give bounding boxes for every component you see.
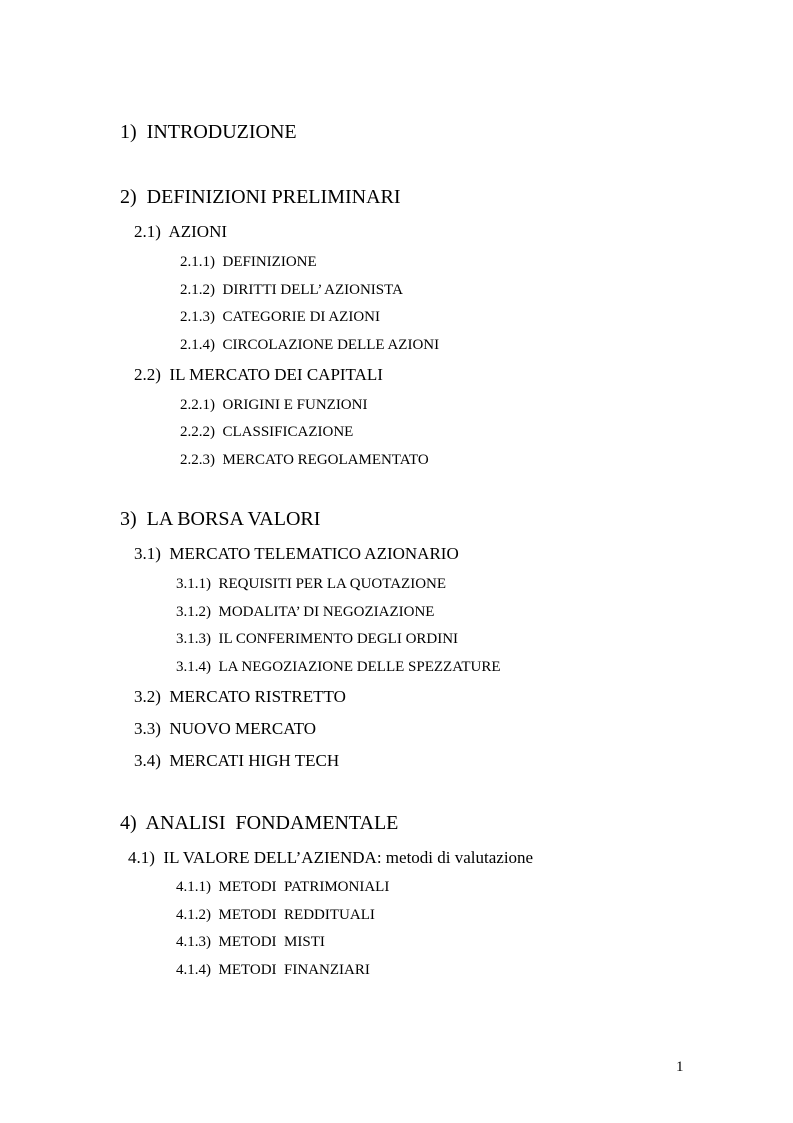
toc-section-2: 2) DEFINIZIONI PRELIMINARI: [120, 186, 401, 208]
toc-section-3-1-4: 3.1.4) LA NEGOZIAZIONE DELLE SPEZZATURE: [176, 659, 501, 675]
toc-section-3-1-3: 3.1.3) IL CONFERIMENTO DEGLI ORDINI: [176, 631, 459, 647]
toc-section-4-1-3: 4.1.3) METODI MISTI: [176, 934, 325, 950]
toc-section-4-1-4: 4.1.4) METODI FINANZIARI: [176, 962, 370, 978]
toc-section-2-2-1: 2.2.1) ORIGINI E FUNZIONI: [180, 397, 368, 413]
toc-section-4-1: 4.1) IL VALORE DELL’AZIENDA: metodi di valutazione: [128, 848, 534, 867]
toc-section-3-2: 3.2) MERCATO RISTRETTO: [134, 687, 346, 706]
toc-section-3-1-1: 3.1.1) REQUISITI PER LA QUOTAZIONE: [176, 576, 447, 592]
toc-section-2-1-4: 2.1.4) CIRCOLAZIONE DELLE AZIONI: [180, 337, 440, 353]
toc-section-2-2: 2.2) IL MERCATO DEI CAPITALI: [134, 365, 383, 384]
toc-section-2-2-2: 2.2.2) CLASSIFICAZIONE: [180, 424, 354, 440]
toc-section-2-1-2: 2.1.2) DIRITTI DELL’ AZIONISTA: [180, 282, 403, 298]
page-number: 1: [676, 1059, 684, 1075]
toc-section-4-1-1: 4.1.1) METODI PATRIMONIALI: [176, 879, 390, 895]
toc-section-3-3: 3.3) NUOVO MERCATO: [134, 719, 316, 738]
toc-section-3: 3) LA BORSA VALORI: [120, 508, 321, 530]
toc-section-2-1-3: 2.1.3) CATEGORIE DI AZIONI: [180, 309, 380, 325]
toc-section-4: 4) ANALISI FONDAMENTALE: [120, 812, 399, 834]
toc-section-2-1-1: 2.1.1) DEFINIZIONE: [180, 254, 317, 270]
toc-section-3-4: 3.4) MERCATI HIGH TECH: [134, 751, 340, 770]
toc-section-2-1: 2.1) AZIONI: [134, 222, 228, 241]
toc-section-3-1-2: 3.1.2) MODALITA’ DI NEGOZIAZIONE: [176, 604, 435, 620]
toc-section-1: 1) INTRODUZIONE: [120, 121, 297, 143]
toc-section-3-1: 3.1) MERCATO TELEMATICO AZIONARIO: [134, 544, 459, 563]
toc-section-4-1-2: 4.1.2) METODI REDDITUALI: [176, 907, 375, 923]
toc-section-2-2-3: 2.2.3) MERCATO REGOLAMENTATO: [180, 452, 429, 468]
